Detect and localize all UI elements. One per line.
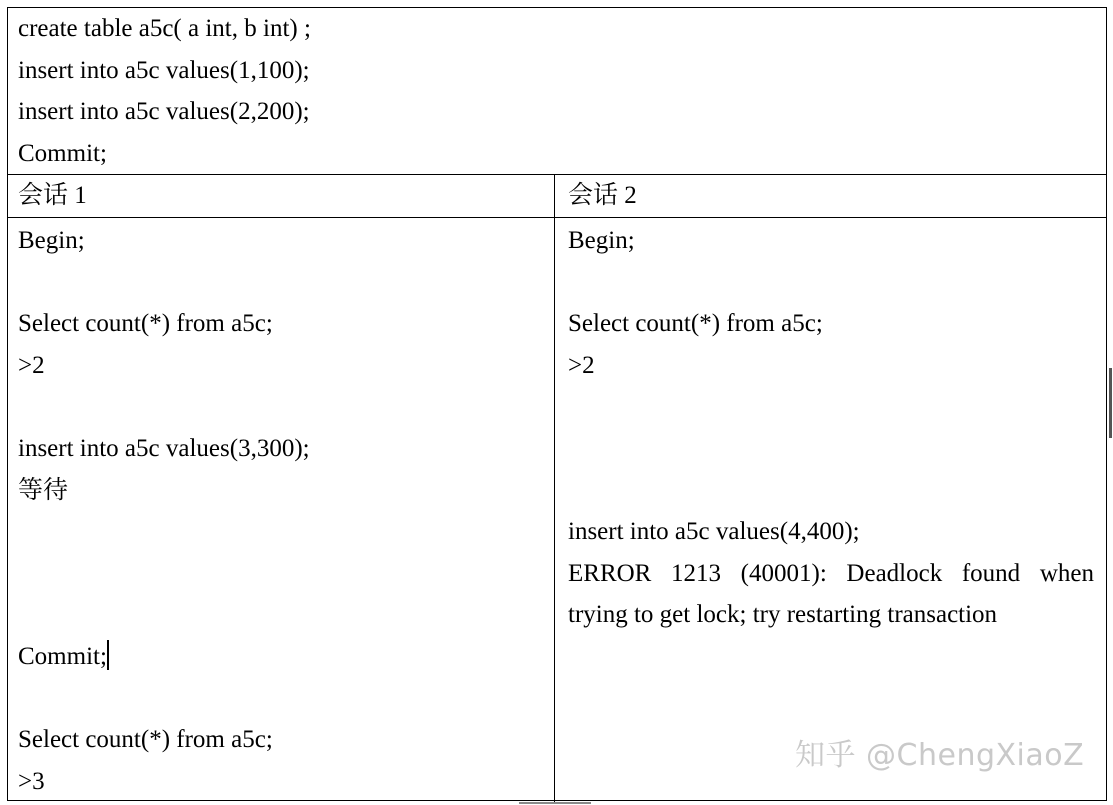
session-2-begin: Begin; [568,227,635,254]
session-1-begin: Begin; [18,227,85,254]
session-2-error-line-1: ERROR 1213 (40001): Deadlock found when [568,559,1094,587]
session-2-header: 会话 2 [568,182,637,209]
session-header-row [8,175,1106,218]
session-1-result-1: >2 [18,351,45,379]
session-1-insert: insert into a5c values(3,300); [18,435,310,462]
session-1-select-2: Select count(*) from a5c; [18,726,273,754]
session-2-insert: insert into a5c values(4,400); [568,518,860,546]
session-1-result-2: >3 [18,767,45,795]
watermark: 知乎 @ChengXiaoZ [795,738,1085,773]
session-2-cell [555,218,1108,802]
session-2-error-line-2: trying to get lock; try restarting transaction [568,601,998,629]
session-1-waiting: 等待 [18,476,69,504]
setup-line-commit: Commit; [18,139,107,167]
scroll-indicator [1109,368,1112,438]
session-1-commit: Commit; [18,643,107,670]
setup-line-insert-1: insert into a5c values(1,100); [18,56,310,84]
session-1-select-1: Select count(*) from a5c; [18,310,273,338]
text-caret [107,640,109,670]
setup-line-create: create table a5c( a int, b int) ; [18,15,311,42]
session-1-header: 会话 1 [18,182,87,209]
setup-line-insert-2: insert into a5c values(2,200); [18,98,310,126]
session-1-commit-line [18,636,109,678]
session-1-cell [8,218,554,802]
page-edge-marker [519,802,591,804]
transaction-table [7,7,1107,801]
session-2-result-1: >2 [568,351,595,379]
setup-cell [8,8,1106,175]
session-2-select-1: Select count(*) from a5c; [568,310,823,338]
